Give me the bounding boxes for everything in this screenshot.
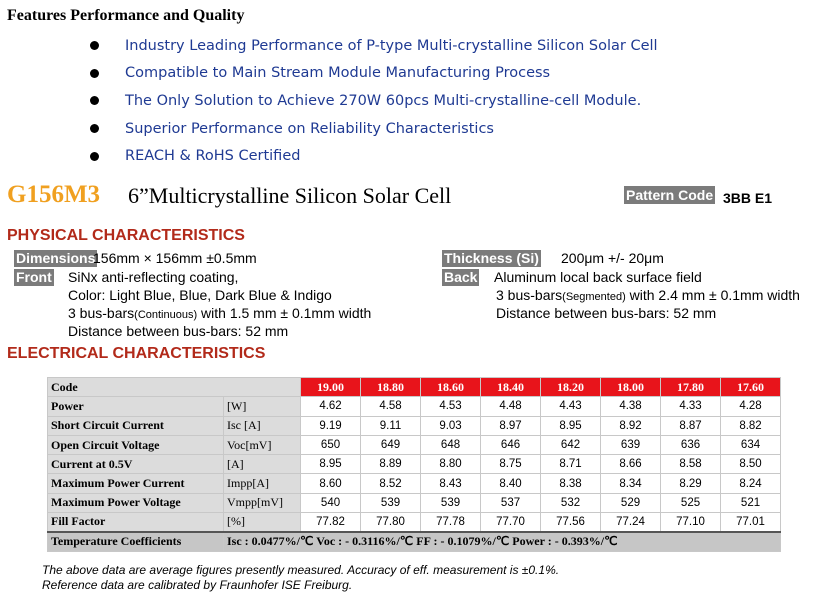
parameter-value: 8.50 [721, 455, 781, 474]
feature-item [90, 60, 658, 88]
front-label: Front [16, 269, 52, 285]
back-busbar-width: with 2.4 mm ± 0.1mm width [625, 287, 800, 303]
parameter-value: 529 [601, 493, 661, 512]
back-line-3: Distance between bus-bars: 52 mm [496, 305, 717, 321]
table-row [48, 513, 781, 532]
pattern-code-label: Pattern Code [626, 187, 714, 203]
electrical-table-body [48, 378, 781, 552]
parameter-value: 8.38 [541, 474, 601, 493]
parameter-value: 8.52 [361, 474, 421, 493]
parameter-value: 4.62 [301, 397, 361, 416]
parameter-value: 9.19 [301, 416, 361, 435]
product-title: 6”Multicrystalline Silicon Solar Cell [128, 183, 452, 208]
back-busbar-type: (Segmented) [562, 291, 626, 303]
parameter-value: 9.03 [421, 416, 481, 435]
table-row [48, 397, 781, 416]
parameter-value: 4.53 [421, 397, 481, 416]
parameter-value: 8.82 [721, 416, 781, 435]
table-row-code [48, 378, 781, 397]
efficiency-code: 18.60 [421, 378, 481, 397]
parameter-value: 639 [601, 435, 661, 454]
dimensions-label: Dimensions [16, 250, 96, 266]
feature-item [90, 142, 658, 170]
efficiency-code: 18.00 [601, 378, 661, 397]
parameter-name: Maximum Power Current [48, 474, 224, 493]
parameter-value: 9.11 [361, 416, 421, 435]
front-busbar-text: 3 bus-bars [68, 305, 135, 321]
parameter-value: 8.66 [601, 455, 661, 474]
efficiency-code: 19.00 [301, 378, 361, 397]
bullet-icon [90, 152, 99, 161]
product-model: G156M3 [7, 181, 101, 208]
feature-text: Compatible to Main Stream Module Manufacturing Process [125, 65, 551, 82]
efficiency-code: 17.80 [661, 378, 721, 397]
parameter-unit: Isc [A] [224, 416, 301, 435]
parameter-name: Current at 0.5V [48, 455, 224, 474]
bullet-icon [90, 69, 99, 78]
efficiency-code: 17.60 [721, 378, 781, 397]
front-line-2: Color: Light Blue, Blue, Dark Blue & Indigo [68, 287, 332, 303]
thickness-value: 200μm +/- 20μm [561, 250, 664, 266]
bullet-icon [90, 96, 99, 105]
physical-heading: PHYSICAL CHARACTERISTICS [7, 227, 245, 244]
feature-item [90, 87, 658, 115]
feature-text: Superior Performance on Reliability Characteristics [125, 120, 494, 137]
parameter-value: 539 [421, 493, 481, 512]
parameter-unit: [A] [224, 455, 301, 474]
parameter-value: 646 [481, 435, 541, 454]
efficiency-code: 18.20 [541, 378, 601, 397]
features-title: Features Performance and Quality [7, 7, 245, 24]
feature-text: The Only Solution to Achieve 270W 60pcs Multi-crystalline-cell Module. [125, 92, 642, 109]
parameter-value: 4.48 [481, 397, 541, 416]
parameter-value: 8.87 [661, 416, 721, 435]
table-row [48, 435, 781, 454]
front-line-4: Distance between bus-bars: 52 mm [68, 323, 289, 339]
parameter-value: 77.70 [481, 513, 541, 532]
table-row [48, 416, 781, 435]
parameter-value: 8.95 [541, 416, 601, 435]
parameter-value: 8.24 [721, 474, 781, 493]
parameter-value: 77.56 [541, 513, 601, 532]
parameter-value: 8.95 [301, 455, 361, 474]
table-row [48, 474, 781, 493]
parameter-value: 77.80 [361, 513, 421, 532]
parameter-value: 8.71 [541, 455, 601, 474]
front-busbar-type: (Continuous) [134, 309, 198, 321]
parameter-name: Short Circuit Current [48, 416, 224, 435]
efficiency-code: 18.80 [361, 378, 421, 397]
parameter-value: 4.43 [541, 397, 601, 416]
parameter-value: 77.24 [601, 513, 661, 532]
parameter-unit: Impp[A] [224, 474, 301, 493]
feature-item [90, 32, 658, 60]
parameter-value: 8.89 [361, 455, 421, 474]
electrical-table [47, 377, 781, 552]
parameter-value: 8.40 [481, 474, 541, 493]
footnote-reference: Reference data are calibrated by Fraunhofer ISE Freiburg. [42, 578, 353, 592]
parameter-value: 648 [421, 435, 481, 454]
front-line-3 [68, 304, 371, 324]
feature-item [90, 115, 658, 143]
table-row [48, 493, 781, 512]
parameter-unit: Voc[mV] [224, 435, 301, 454]
pattern-code-value: 3BB E1 [723, 190, 773, 206]
parameter-value: 4.28 [721, 397, 781, 416]
parameter-value: 8.43 [421, 474, 481, 493]
parameter-value: 525 [661, 493, 721, 512]
front-busbar-width: with 1.5 mm ± 0.1mm width [197, 305, 372, 321]
parameter-value: 77.82 [301, 513, 361, 532]
feature-text: REACH & RoHS Certified [125, 148, 301, 165]
footnote-accuracy: The above data are average figures presently measured. Accuracy of eff. measurement is ±0.1%. [42, 563, 560, 577]
front-line-1: SiNx anti-reflecting coating, [68, 269, 239, 285]
parameter-value: 8.97 [481, 416, 541, 435]
parameter-value: 8.58 [661, 455, 721, 474]
parameter-value: 540 [301, 493, 361, 512]
parameter-unit: Vmpp[mV] [224, 493, 301, 512]
parameter-unit: [%] [224, 513, 301, 532]
back-line-2 [496, 286, 800, 306]
bullet-icon [90, 124, 99, 133]
parameter-value: 636 [661, 435, 721, 454]
parameter-value: 8.92 [601, 416, 661, 435]
parameter-value: 8.60 [301, 474, 361, 493]
efficiency-code: 18.40 [481, 378, 541, 397]
parameter-value: 634 [721, 435, 781, 454]
code-label: Code [48, 378, 301, 397]
parameter-value: 77.01 [721, 513, 781, 532]
back-label: Back [444, 269, 478, 285]
parameter-value: 77.10 [661, 513, 721, 532]
back-busbar-text: 3 bus-bars [496, 287, 563, 303]
parameter-value: 4.38 [601, 397, 661, 416]
parameter-name: Fill Factor [48, 513, 224, 532]
parameter-name: Maximum Power Voltage [48, 493, 224, 512]
thickness-label: Thickness (Si) [444, 250, 539, 266]
parameter-unit: [W] [224, 397, 301, 416]
bullet-icon [90, 41, 99, 50]
feature-text: Industry Leading Performance of P-type Multi-crystalline Silicon Solar Cell [125, 37, 658, 54]
electrical-heading: ELECTRICAL CHARACTERISTICS [7, 345, 266, 362]
parameter-value: 537 [481, 493, 541, 512]
features-list [90, 32, 658, 170]
parameter-value: 4.58 [361, 397, 421, 416]
parameter-value: 8.34 [601, 474, 661, 493]
temperature-label: Temperature Coefficients [48, 532, 224, 551]
parameter-value: 650 [301, 435, 361, 454]
parameter-value: 8.75 [481, 455, 541, 474]
parameter-value: 539 [361, 493, 421, 512]
table-row-temperature [48, 532, 781, 551]
temperature-values: Isc : 0.0477%/℃ Voc : - 0.3116%/℃ FF : - 0.1079%/℃ Power : - 0.393%/℃ [224, 532, 781, 551]
parameter-value: 8.80 [421, 455, 481, 474]
parameter-value: 4.33 [661, 397, 721, 416]
parameter-value: 8.29 [661, 474, 721, 493]
dimensions-value: 156mm × 156mm ±0.5mm [93, 250, 257, 266]
parameter-value: 77.78 [421, 513, 481, 532]
parameter-value: 649 [361, 435, 421, 454]
back-line-1: Aluminum local back surface field [494, 269, 702, 285]
parameter-value: 521 [721, 493, 781, 512]
parameter-name: Open Circuit Voltage [48, 435, 224, 454]
parameter-value: 532 [541, 493, 601, 512]
parameter-name: Power [48, 397, 224, 416]
parameter-value: 642 [541, 435, 601, 454]
table-row [48, 455, 781, 474]
